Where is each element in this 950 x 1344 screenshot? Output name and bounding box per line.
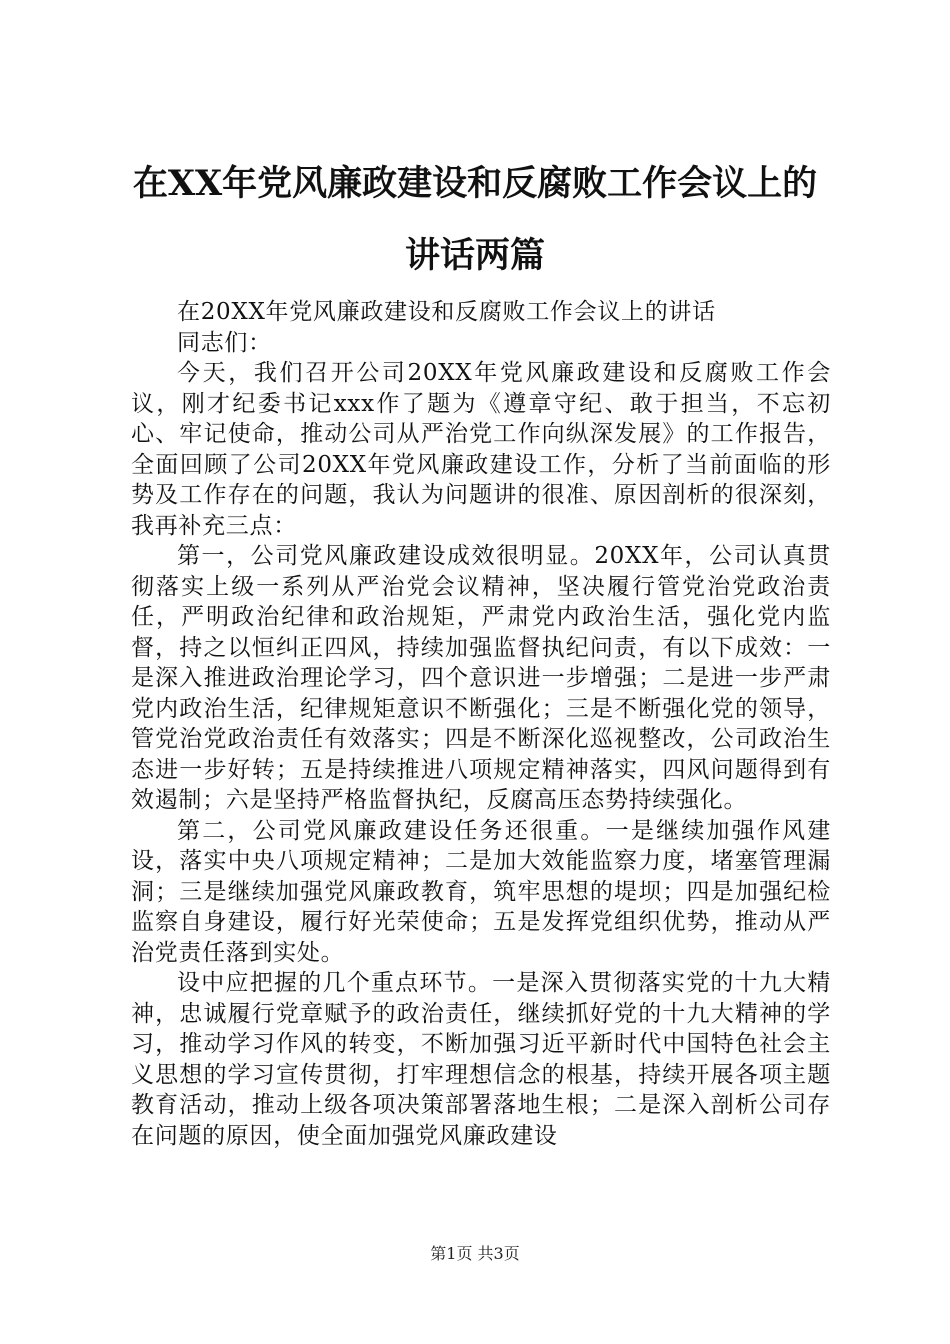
salutation: 同志们： [177,329,272,356]
paragraph-first-point: 第一，公司党风廉政建设成效很明显。20XX年，公司认真贯彻落实上级一系列从严治党会议精神，坚决履行管党治党政治责任，严明政治纪律和政治规矩，严肃党内政治生活，强化党内监督，持之以恒纠正四风，持续加强监督执纪问责，有以下成效：一是深入推进政治理论学习，四个意识进一步增强；二是进一步严肃党内政治生活，纪律规矩意识不断强化；三是不断强化党的领导，管党治党政治责任有效落实；四是不断深化巡视整改，公司政治生态进一步好转；五是持续推进八项规定精神落实，四风问题得到有效遏制；六是坚持严格监督执纪，反腐高压态势持续强化。 [131,543,831,813]
document-body [131,297,831,1151]
page-footer: 第1页 共3页 [430,1244,520,1263]
paragraph-key-links: 设中应把握的几个重点环节。一是深入贯彻落实党的十九大精神，忠诚履行党章赋予的政治责任，继续抓好党的十九大精神的学习，推动学习作风的转变，不断加强习近平新时代中国特色社会主义思想的学习宣传贯彻，打牢理想信念的根基，持续开展各项主题教育活动，推动上级各项决策部署落地生根；二是深入剖析公司存在问题的原因，使全面加强党风廉政建设 [131,970,831,1149]
title-line-1: 在XX年党风廉政建设和反腐败工作会议上的 [132,163,818,204]
document-title [100,148,850,292]
paragraph-intro: 今天，我们召开公司20XX年党风廉政建设和反腐败工作会议，刚才纪委书记xxx作了题为《遵章守纪、敢于担当，不忘初心、牢记使命，推动公司从严治党工作向纵深发展》的工作报告，全面回顾了公司20XX年党风廉政建设工作，分析了当前面临的形势及工作存在的问题，我认为问题讲的很准、原因剖析的很深刻，我再补充三点： [131,360,831,539]
title-line-2: 讲话两篇 [404,235,545,276]
speech-heading: 在20XX年党风廉政建设和反腐败工作会议上的讲话 [177,299,716,325]
paragraph-second-point: 第二，公司党风廉政建设任务还很重。一是继续加强作风建设，落实中央八项规定精神；二是加大效能监察力度，堵塞管理漏洞；三是继续加强党风廉政教育，筑牢思想的堤坝；四是加强纪检监察自身建设，履行好光荣使命；五是发挥党组织优势，推动从严治党责任落到实处。 [131,817,831,966]
